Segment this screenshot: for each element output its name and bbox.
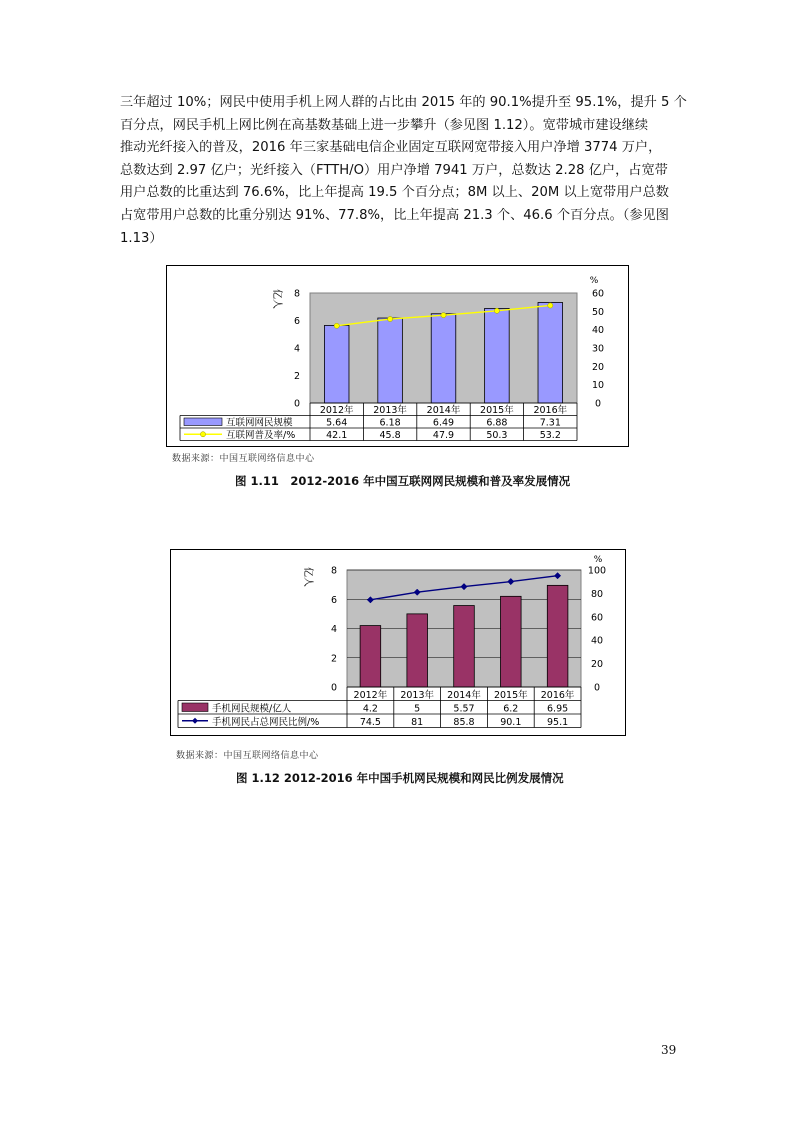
body-line: 总数达到 2.97 亿户；光纤接入（FTTH/O）用户净增 7941 万户，总数达 2.28 亿户，占宽带 xyxy=(120,162,668,178)
body-paragraph xyxy=(120,92,687,250)
figure-2-caption: 图 1.12 2012-2016 年中国手机网民规模和网民比例发展情况 xyxy=(236,771,564,785)
body-line: 用户总数的比重达到 76.6%，比上年提高 19.5 个百分点；8M 以上、20M 以上宽带用户总数 xyxy=(120,185,669,201)
data-label: 6.2 xyxy=(503,703,519,715)
y2-tick-label: 20 xyxy=(591,361,605,373)
legend-bar-label: 手机网民规模/亿人 xyxy=(212,703,292,715)
y-tick-label: 0 xyxy=(293,398,301,410)
data-label: 6.49 xyxy=(432,417,455,429)
y2-tick-label: 0 xyxy=(594,398,602,410)
data-label: 42.1 xyxy=(326,430,348,441)
y-tick-label: 2 xyxy=(293,371,301,382)
data-label: 85.8 xyxy=(453,717,475,728)
y2-tick-label: 10 xyxy=(591,380,605,392)
bar xyxy=(454,606,475,687)
chart-internet-users xyxy=(166,265,629,447)
bar xyxy=(407,614,428,687)
y-tick-label: 6 xyxy=(330,594,338,606)
line-point xyxy=(441,313,446,318)
y-tick-label: 2 xyxy=(330,653,338,665)
data-label: 4.2 xyxy=(362,703,378,715)
legend-bar-swatch xyxy=(182,703,208,712)
data-label: 47.9 xyxy=(432,430,455,441)
legend-line-marker xyxy=(192,718,198,724)
y-tick-label: 8 xyxy=(293,288,301,300)
page-number: 39 xyxy=(661,1043,677,1057)
bar xyxy=(378,318,403,403)
category-label: 2013年 xyxy=(400,690,435,701)
data-label: 53.2 xyxy=(539,430,561,441)
legend-line-marker xyxy=(200,432,205,437)
data-label: 6.95 xyxy=(547,703,569,715)
bar xyxy=(501,596,522,687)
category-label: 2014年 xyxy=(426,405,461,416)
category-label: 2012年 xyxy=(319,405,354,416)
y2-axis-label: % xyxy=(593,555,603,565)
chart-mobile-users xyxy=(170,549,626,736)
legend-line-label: 互联网普及率/% xyxy=(226,430,296,441)
legend-bar-label: 互联网网民规模 xyxy=(226,417,293,429)
body-line: 三年超过 10%；网民中使用手机上网人群的占比由 2015 年的 90.1%提升至 95.1%，提升 5 个 xyxy=(120,95,687,110)
category-label: 2016年 xyxy=(540,690,575,701)
y2-tick-label: 40 xyxy=(591,325,605,337)
chart-internet-users-svg xyxy=(167,266,628,446)
y2-tick-label: 20 xyxy=(590,659,604,671)
y-axis-label: 亿人 xyxy=(302,567,313,587)
y2-tick-label: 0 xyxy=(593,682,601,694)
data-label: 5.57 xyxy=(453,703,475,715)
body-line: 1.13） xyxy=(120,230,163,246)
category-label: 2015年 xyxy=(493,690,528,701)
legend-bar-swatch xyxy=(184,418,222,426)
figure-1-caption: 图 1.11 2012-2016 年中国互联网网民规模和普及率发展情况 xyxy=(235,474,571,488)
line-point xyxy=(548,303,553,308)
legend-line-label: 手机网民占总网民比例/% xyxy=(212,717,320,728)
y2-tick-label: 40 xyxy=(590,635,604,647)
y2-tick-label: 100 xyxy=(587,565,607,577)
figure-2-source: 数据来源：中国互联网络信息中心 xyxy=(176,751,319,761)
category-label: 2012年 xyxy=(353,690,388,701)
y-tick-label: 0 xyxy=(330,682,338,694)
y2-tick-label: 30 xyxy=(591,343,605,355)
bar xyxy=(547,585,568,687)
category-label: 2015年 xyxy=(480,405,514,416)
line-point xyxy=(388,316,393,321)
line-point xyxy=(494,308,499,313)
figure-1-source: 数据来源：中国互联网络信息中心 xyxy=(172,454,315,464)
bar xyxy=(324,325,349,403)
data-label: 90.1 xyxy=(500,717,522,728)
y-tick-label: 4 xyxy=(293,343,301,355)
data-label: 81 xyxy=(411,717,424,728)
line-point xyxy=(334,323,339,328)
category-label: 2013年 xyxy=(373,405,407,416)
bar xyxy=(538,302,563,403)
y-tick-label: 4 xyxy=(330,624,338,635)
data-label: 6.18 xyxy=(379,417,401,429)
body-line: 占宽带用户总数的比重分别达 91%、77.8%，比上年提高 21.3 个、46.6 个百分点。（参见图 xyxy=(120,207,669,223)
y2-tick-label: 50 xyxy=(591,306,605,318)
data-label: 95.1 xyxy=(547,717,569,728)
category-label: 2016年 xyxy=(533,405,568,416)
body-line: 百分点，网民手机上网比例在高基数基础上进一步攀升（参见图 1.12）。宽带城市建设继续 xyxy=(120,117,649,133)
data-label: 5 xyxy=(414,703,421,715)
bar xyxy=(431,314,456,403)
bar xyxy=(485,308,510,403)
category-label: 2014年 xyxy=(447,690,481,701)
y2-tick-label: 80 xyxy=(590,588,604,600)
data-label: 74.5 xyxy=(359,717,381,728)
y2-axis-label: % xyxy=(589,276,599,286)
y-tick-label: 8 xyxy=(330,565,338,577)
bar xyxy=(360,626,381,687)
data-label: 6.88 xyxy=(486,417,508,429)
y2-tick-label: 60 xyxy=(590,612,604,624)
data-label: 7.31 xyxy=(539,417,561,429)
chart-mobile-users-svg xyxy=(171,550,625,735)
y-axis-label: 亿人 xyxy=(271,289,282,309)
data-label: 45.8 xyxy=(379,430,401,441)
y-tick-label: 6 xyxy=(293,316,301,327)
data-label: 50.3 xyxy=(486,430,508,441)
body-line: 推动光纤接入的普及，2016 年三家基础电信企业固定互联网宽带接入用户净增 3774 万户， xyxy=(120,140,662,156)
y2-tick-label: 60 xyxy=(591,288,605,300)
data-label: 5.64 xyxy=(326,417,348,429)
